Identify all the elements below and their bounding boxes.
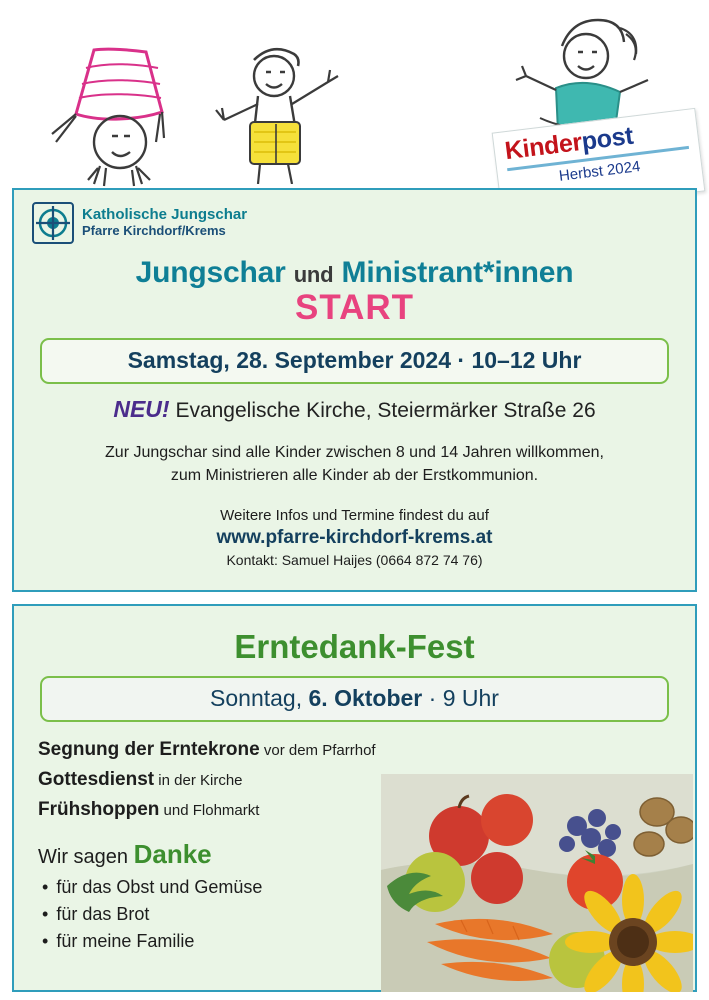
harvest-photo	[381, 774, 693, 992]
program-item-0-bold: Segnung der Erntekrone	[38, 739, 260, 760]
program-item-2-bold: Frühshoppen	[38, 798, 160, 820]
list-item: • für meine Familie	[42, 928, 378, 955]
program-item-1-rest: in der Kirche	[154, 771, 243, 789]
jungschar-date-box: Samstag, 28. September 2024 · 10–12 Uhr	[40, 338, 669, 384]
danke-line	[38, 839, 378, 870]
doodle-child-yellow	[210, 24, 350, 184]
erntedank-heading: Erntedank-Fest	[234, 628, 475, 665]
contact-line: Kontakt: Samuel Haijes (0664 872 74 76)	[226, 552, 483, 569]
jungschar-place-line	[14, 396, 695, 423]
jungschar-logo-row	[14, 190, 695, 244]
body-line-2: zum Ministrieren alle Kinder ab der Erstkommunion.	[170, 467, 539, 485]
logo-line-2: Pfarre Kirchdorf/Krems	[82, 223, 226, 239]
program-item-0-rest: vor dem Pfarrhof	[259, 742, 376, 759]
logo-line-1: Katholische Jungschar	[82, 206, 248, 224]
jungschar-cross-logo-icon	[32, 202, 74, 244]
list-item	[38, 738, 378, 762]
danke-pre: Wir sagen	[38, 846, 134, 869]
panel-erntedank	[12, 604, 697, 992]
heading-und: und	[293, 262, 334, 287]
neu-label: NEU!	[113, 396, 170, 422]
infos-line: Weitere Infos und Termine findest du auf	[220, 507, 489, 525]
erntedank-date-box	[40, 676, 669, 722]
program-item-2-rest: und Flohmarkt	[159, 801, 260, 819]
jungschar-body-text	[48, 441, 661, 487]
jungschar-logo-text	[82, 207, 247, 238]
danke-bullets	[38, 874, 378, 955]
stamp-subtitle: Herbst 2024	[507, 146, 691, 191]
danke-big: Danke	[133, 839, 212, 870]
erntedank-program-list	[38, 738, 378, 955]
panel-jungschar-start	[12, 188, 697, 592]
list-item	[38, 768, 378, 792]
stamp-title-post: post	[580, 121, 635, 156]
erntedank-date-pre: Sonntag,	[210, 685, 309, 711]
heading-ministrantinnen: Ministrant*innen	[341, 256, 574, 289]
stamp-title-kinder: Kinder	[503, 127, 584, 166]
doodle-child-pink	[38, 38, 168, 188]
panel1-heading	[14, 256, 695, 290]
heading-jungschar: Jungschar	[135, 256, 286, 289]
erntedank-date-bold: 6. Oktober	[308, 685, 423, 711]
list-item: • für das Obst und Gemüse	[42, 874, 378, 901]
program-item-1-bold: Gottesdienst	[38, 768, 155, 790]
doodle-band	[0, 0, 709, 196]
website-link[interactable]: www.pfarre-kirchdorf-krems.at	[216, 527, 493, 549]
heading-start: START	[294, 288, 415, 327]
erntedank-date-post: · 9 Uhr	[422, 685, 499, 711]
jungschar-place: Evangelische Kirche, Steiermärker Straße 26	[175, 399, 596, 422]
list-item: • für das Brot	[42, 901, 378, 928]
body-line-1: Zur Jungschar sind alle Kinder zwischen 8 und 14 Jahren willkommen,	[105, 444, 604, 461]
list-item	[38, 798, 378, 822]
